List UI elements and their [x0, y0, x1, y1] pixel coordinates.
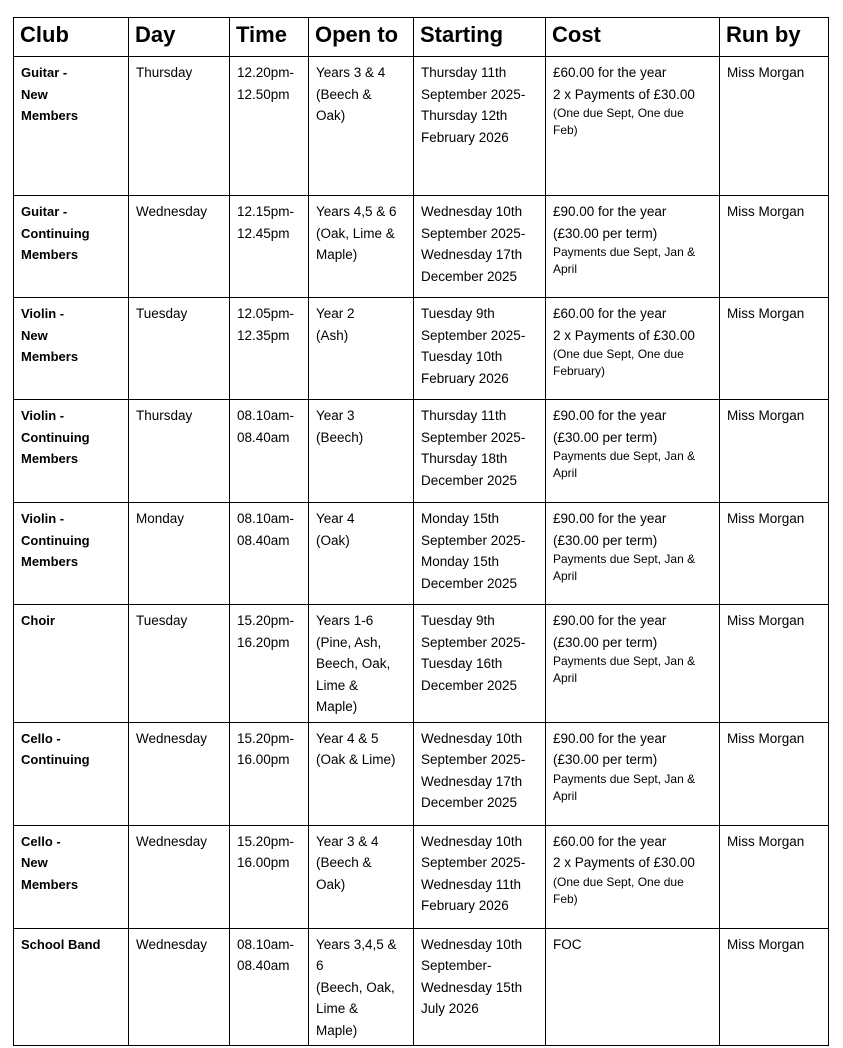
- open-to-line: (Beech &: [316, 855, 372, 870]
- time-line: 12.50pm: [237, 86, 290, 102]
- run-by-cell: [720, 605, 829, 723]
- starting-line: September 2025-: [421, 855, 526, 870]
- time-line: 12.45pm: [237, 225, 290, 241]
- day-text: Tuesday: [136, 613, 188, 628]
- cost-line: 2 x Payments of £30.00: [553, 327, 695, 343]
- starting-line: December 2025: [421, 795, 518, 810]
- time-line: 08.40am: [237, 532, 290, 548]
- time-line: 12.20pm-: [237, 65, 295, 80]
- club-name-line: Members: [21, 349, 79, 364]
- run-by-text: Miss Morgan: [727, 613, 805, 628]
- cost-cell: [546, 825, 720, 928]
- cost-note-line: April: [553, 788, 578, 803]
- table-row: [14, 503, 829, 605]
- open-to-line: Years 4,5 & 6: [316, 204, 397, 219]
- open-to-line: Year 3: [316, 408, 355, 423]
- starting-line: Tuesday 9th: [421, 306, 495, 321]
- day-cell: [129, 928, 230, 1046]
- time-line: 16.00pm: [237, 855, 290, 870]
- day-cell: [129, 825, 230, 928]
- starting-line: Thursday 11th: [421, 408, 507, 423]
- open-to-line: Maple): [316, 699, 358, 714]
- club-cell: [14, 57, 129, 196]
- open-to-line: Year 4 & 5: [316, 730, 379, 746]
- club-name-line: Members: [21, 554, 79, 569]
- open-to-line: Beech, Oak,: [316, 656, 391, 671]
- cost-note-line: (One due Sept, One due: [553, 106, 684, 120]
- open-to-line: Maple): [316, 1022, 358, 1038]
- day-text: Monday: [136, 511, 185, 526]
- starting-line: Wednesday 17th: [421, 247, 523, 262]
- time-line: 08.40am: [237, 429, 290, 445]
- cost-line: 2 x Payments of £30.00: [553, 86, 695, 102]
- starting-line: Wednesday 11th: [421, 876, 522, 892]
- open-to-line: Lime &: [316, 1001, 359, 1016]
- open-to-line: (Ash): [316, 327, 349, 343]
- run-by-cell: [720, 298, 829, 400]
- starting-line: December 2025: [421, 472, 518, 488]
- cost-cell: [546, 722, 720, 825]
- time-line: 16.00pm: [237, 752, 290, 767]
- club-name-line: New: [21, 327, 48, 343]
- day-text: Thursday: [136, 65, 193, 80]
- open-to-cell: [309, 825, 414, 928]
- cost-cell: [546, 503, 720, 605]
- time-line: 16.20pm: [237, 634, 290, 650]
- cost-cell: [546, 196, 720, 298]
- starting-line: Wednesday 10th: [421, 936, 523, 952]
- club-cell: [14, 722, 129, 825]
- time-cell: [230, 400, 309, 503]
- day-text: Wednesday: [136, 936, 208, 952]
- time-line: 15.20pm-: [237, 833, 295, 849]
- run-by-cell: [720, 825, 829, 928]
- starting-line: Tuesday 10th: [421, 349, 503, 364]
- starting-line: December 2025: [421, 268, 518, 284]
- open-to-line: (Beech): [316, 429, 364, 445]
- day-cell: [129, 400, 230, 503]
- club-cell: [14, 400, 129, 503]
- starting-line: Thursday 12th: [421, 108, 508, 123]
- club-name-line: Continuing: [21, 429, 90, 445]
- starting-line: July 2026: [421, 1001, 479, 1016]
- day-cell: [129, 722, 230, 825]
- club-name-line: New: [21, 86, 48, 102]
- cost-note-line: April: [553, 466, 578, 480]
- time-cell: [230, 928, 309, 1046]
- header-starting: Starting: [414, 18, 546, 57]
- open-to-line: 6: [316, 958, 324, 973]
- starting-line: Wednesday 10th: [421, 204, 523, 219]
- club-name-line: Violin -: [21, 306, 65, 321]
- cost-note-line: Payments due Sept, Jan &: [553, 552, 696, 566]
- open-to-line: Oak): [316, 876, 346, 892]
- run-by-cell: [720, 503, 829, 605]
- run-by-cell: [720, 57, 829, 196]
- open-to-cell: [309, 722, 414, 825]
- header-time: Time: [230, 18, 309, 57]
- time-cell: [230, 722, 309, 825]
- day-cell: [129, 196, 230, 298]
- day-text: Wednesday: [136, 204, 208, 219]
- club-cell: [14, 605, 129, 723]
- run-by-cell: [720, 722, 829, 825]
- starting-line: February 2026: [421, 370, 509, 386]
- starting-line: September 2025-: [421, 327, 526, 343]
- club-name-line: Members: [21, 247, 79, 262]
- starting-line: Wednesday 17th: [421, 773, 523, 789]
- run-by-text: Miss Morgan: [727, 511, 805, 526]
- open-to-cell: [309, 400, 414, 503]
- time-line: 12.15pm-: [237, 204, 295, 219]
- time-line: 08.40am: [237, 958, 290, 973]
- club-name-line: School Band: [21, 936, 101, 952]
- day-text: Wednesday: [136, 833, 208, 849]
- starting-line: February 2026: [421, 898, 509, 913]
- cost-cell: [546, 298, 720, 400]
- header-cost: Cost: [546, 18, 720, 57]
- time-line: 08.10am-: [237, 408, 295, 423]
- time-line: 12.35pm: [237, 327, 290, 343]
- starting-line: Tuesday 16th: [421, 656, 503, 671]
- cost-line: (£30.00 per term): [553, 429, 658, 445]
- club-cell: [14, 298, 129, 400]
- cost-note-line: February): [553, 364, 606, 378]
- time-cell: [230, 503, 309, 605]
- starting-cell: [414, 503, 546, 605]
- starting-line: September 2025-: [421, 86, 526, 102]
- starting-cell: [414, 825, 546, 928]
- time-line: 08.10am-: [237, 511, 295, 526]
- time-cell: [230, 57, 309, 196]
- run-by-text: Miss Morgan: [727, 65, 805, 80]
- open-to-line: Maple): [316, 247, 358, 262]
- cost-line: £60.00 for the year: [553, 833, 667, 849]
- club-name-line: Guitar -: [21, 204, 68, 219]
- club-name-line: Continuing: [21, 532, 90, 548]
- day-text: Wednesday: [136, 730, 208, 746]
- club-name-line: New: [21, 855, 48, 870]
- table-row: [14, 400, 829, 503]
- starting-line: Monday 15th: [421, 554, 500, 569]
- table-row: [14, 605, 829, 723]
- open-to-line: Year 3 & 4: [316, 833, 379, 849]
- open-to-line: (Oak & Lime): [316, 752, 396, 767]
- cost-line: £90.00 for the year: [553, 204, 667, 219]
- cost-cell: [546, 57, 720, 196]
- run-by-text: Miss Morgan: [727, 204, 805, 219]
- club-name-line: Members: [21, 108, 79, 123]
- run-by-cell: [720, 928, 829, 1046]
- starting-cell: [414, 605, 546, 723]
- club-cell: [14, 825, 129, 928]
- club-cell: [14, 196, 129, 298]
- club-name-line: Continuing: [21, 225, 90, 241]
- clubs-table: [13, 17, 829, 1046]
- run-by-cell: [720, 196, 829, 298]
- starting-line: Thursday 11th: [421, 65, 507, 80]
- starting-cell: [414, 196, 546, 298]
- starting-line: February 2026: [421, 129, 509, 145]
- time-line: 15.20pm-: [237, 730, 295, 746]
- cost-line: (£30.00 per term): [553, 634, 658, 650]
- starting-line: Tuesday 9th: [421, 613, 495, 628]
- cost-line: 2 x Payments of £30.00: [553, 855, 695, 870]
- cost-note-line: (One due Sept, One due: [553, 874, 684, 889]
- run-by-text: Miss Morgan: [727, 936, 805, 952]
- open-to-line: (Pine, Ash,: [316, 634, 382, 650]
- club-name-line: Violin -: [21, 511, 65, 526]
- cost-note-line: Payments due Sept, Jan &: [553, 449, 696, 463]
- cost-cell: [546, 928, 720, 1046]
- header-row: [14, 18, 829, 57]
- starting-line: Wednesday 10th: [421, 833, 523, 849]
- cost-line: (£30.00 per term): [553, 225, 658, 241]
- open-to-line: Year 2: [316, 306, 355, 321]
- time-line: 15.20pm-: [237, 613, 295, 628]
- open-to-line: Lime &: [316, 677, 359, 693]
- table-row: [14, 57, 829, 196]
- starting-line: September 2025-: [421, 752, 526, 767]
- club-name-line: Cello -: [21, 730, 61, 746]
- starting-line: September 2025-: [421, 225, 526, 241]
- day-text: Tuesday: [136, 306, 188, 321]
- open-to-line: (Oak, Lime &: [316, 225, 395, 241]
- table-row: [14, 928, 829, 1046]
- day-cell: [129, 298, 230, 400]
- cost-note-line: Feb): [553, 891, 578, 906]
- open-to-line: (Oak): [316, 532, 350, 548]
- starting-line: Wednesday 10th: [421, 730, 523, 746]
- cost-cell: [546, 605, 720, 723]
- open-to-line: Years 3 & 4: [316, 65, 386, 80]
- cost-line: (£30.00 per term): [553, 752, 658, 767]
- day-cell: [129, 57, 230, 196]
- open-to-cell: [309, 928, 414, 1046]
- cost-line: £90.00 for the year: [553, 613, 667, 628]
- day-cell: [129, 503, 230, 605]
- open-to-cell: [309, 57, 414, 196]
- open-to-line: (Beech, Oak,: [316, 979, 395, 995]
- starting-cell: [414, 400, 546, 503]
- starting-cell: [414, 57, 546, 196]
- cost-line: (£30.00 per term): [553, 532, 658, 548]
- starting-line: December 2025: [421, 677, 518, 693]
- starting-cell: [414, 722, 546, 825]
- run-by-text: Miss Morgan: [727, 833, 805, 849]
- run-by-text: Miss Morgan: [727, 730, 805, 746]
- cost-note-line: Payments due Sept, Jan &: [553, 771, 696, 786]
- club-name-line: Members: [21, 876, 79, 892]
- club-name-line: Choir: [21, 613, 55, 628]
- open-to-line: (Beech &: [316, 86, 372, 102]
- cost-line: £60.00 for the year: [553, 65, 667, 80]
- time-cell: [230, 605, 309, 723]
- club-cell: [14, 928, 129, 1046]
- run-by-text: Miss Morgan: [727, 306, 805, 321]
- starting-line: September 2025-: [421, 429, 526, 445]
- open-to-cell: [309, 503, 414, 605]
- open-to-cell: [309, 196, 414, 298]
- cost-note-line: April: [553, 569, 578, 583]
- table-row: [14, 298, 829, 400]
- cost-line: £90.00 for the year: [553, 511, 667, 526]
- cost-note-line: Feb): [553, 123, 578, 137]
- run-by-text: Miss Morgan: [727, 408, 805, 423]
- time-line: 12.05pm-: [237, 306, 295, 321]
- table-row: [14, 825, 829, 928]
- starting-cell: [414, 928, 546, 1046]
- open-to-line: Year 4: [316, 511, 355, 526]
- time-cell: [230, 298, 309, 400]
- open-to-line: Years 1-6: [316, 613, 374, 628]
- cost-line: FOC: [553, 936, 582, 952]
- cost-line: £90.00 for the year: [553, 408, 667, 423]
- open-to-cell: [309, 605, 414, 723]
- open-to-cell: [309, 298, 414, 400]
- header-open-to: Open to: [309, 18, 414, 57]
- cost-note-line: Payments due Sept, Jan &: [553, 245, 696, 259]
- run-by-cell: [720, 400, 829, 503]
- club-name-line: Violin -: [21, 408, 65, 423]
- starting-line: December 2025: [421, 575, 518, 591]
- cost-cell: [546, 400, 720, 503]
- cost-note-line: April: [553, 671, 578, 685]
- day-cell: [129, 605, 230, 723]
- starting-line: Monday 15th: [421, 511, 500, 526]
- starting-line: Wednesday 15th: [421, 979, 523, 995]
- day-text: Thursday: [136, 408, 193, 423]
- header-club: Club: [14, 18, 129, 57]
- open-to-line: Years 3,4,5 &: [316, 936, 397, 952]
- table-row: [14, 722, 829, 825]
- cost-note-line: (One due Sept, One due: [553, 347, 684, 361]
- header-day: Day: [129, 18, 230, 57]
- cost-note-line: April: [553, 262, 578, 276]
- cost-line: £60.00 for the year: [553, 306, 667, 321]
- header-run-by: Run by: [720, 18, 829, 57]
- club-cell: [14, 503, 129, 605]
- starting-line: September-: [421, 958, 492, 973]
- table-row: [14, 196, 829, 298]
- open-to-line: Oak): [316, 108, 346, 123]
- time-line: 08.10am-: [237, 936, 295, 952]
- time-cell: [230, 825, 309, 928]
- club-name-line: Guitar -: [21, 65, 68, 80]
- club-name-line: Continuing: [21, 752, 90, 767]
- club-name-line: Members: [21, 451, 79, 466]
- starting-line: Thursday 18th: [421, 451, 508, 466]
- club-name-line: Cello -: [21, 833, 61, 849]
- starting-cell: [414, 298, 546, 400]
- cost-note-line: Payments due Sept, Jan &: [553, 654, 696, 668]
- starting-line: September 2025-: [421, 532, 526, 548]
- starting-line: September 2025-: [421, 634, 526, 650]
- cost-line: £90.00 for the year: [553, 730, 667, 746]
- time-cell: [230, 196, 309, 298]
